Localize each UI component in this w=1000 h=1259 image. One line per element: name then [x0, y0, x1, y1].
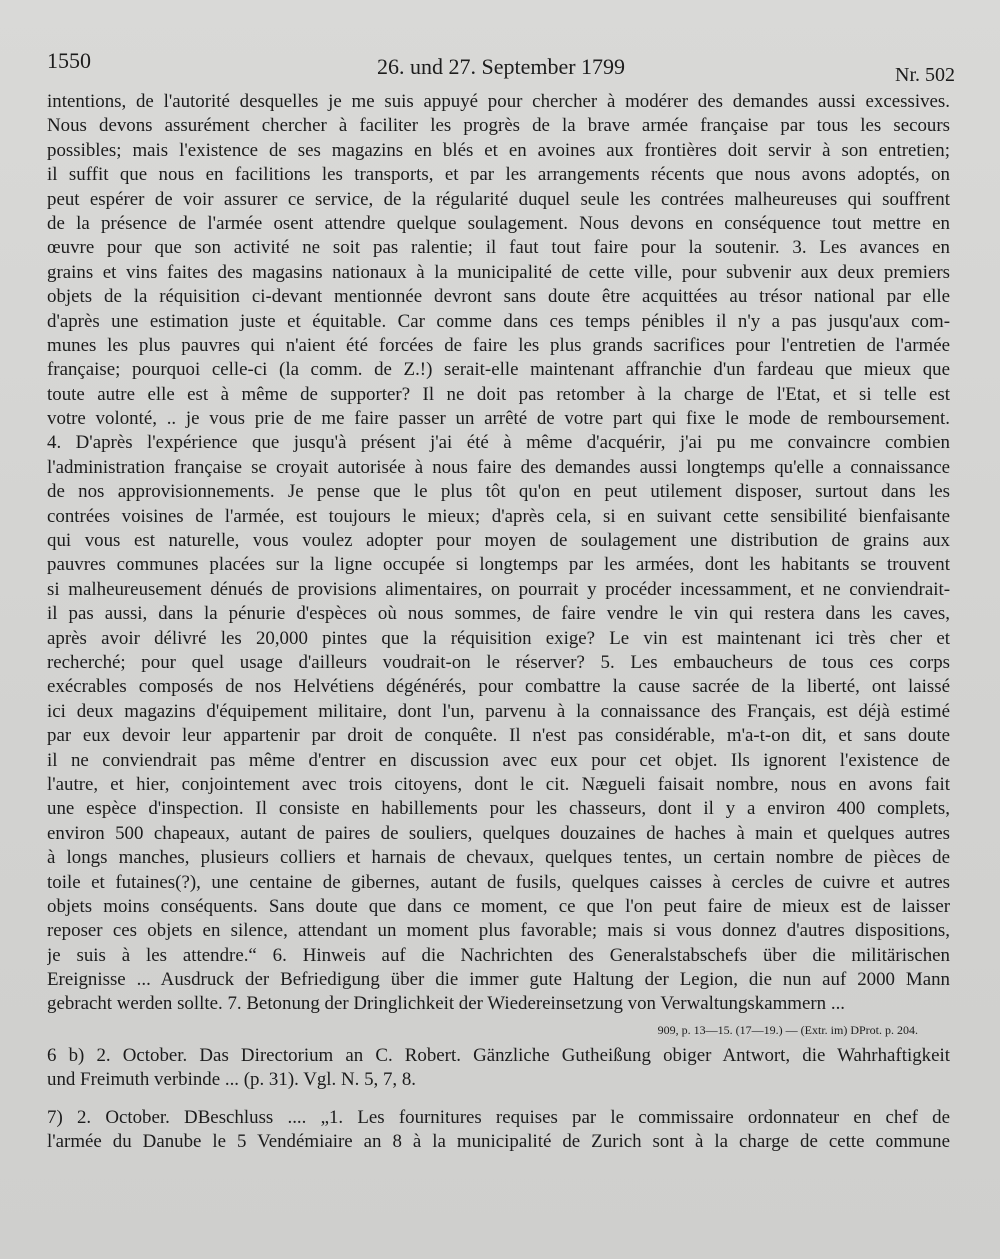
body-line: de nos approvisionnements. Je pense que le plus tôt qu'on en peut utilement disposer, surtout dans les	[47, 481, 950, 503]
body-line: œuvre pour que son activité ne soit pas ralentie; il faut tout faire pour la soutenir. 3. Les avances en	[47, 237, 950, 259]
entry-6b	[47, 1044, 950, 1093]
body-line: peut espérer de voir assurer ce service, de la régularité duquel seule les contrées malheureuses qui souffrent	[47, 188, 950, 210]
entry-7	[47, 1106, 950, 1155]
page-header	[47, 48, 955, 88]
body-line: si malheureusement dénués de provisions alimentaires, on pourrait y procéder incessamment, et ne conviendrait-	[47, 578, 950, 600]
body-line: après avoir délivré les 20,000 pintes que la réquisition exige? Le vin est maintenant ici très cher et	[47, 627, 950, 649]
entry-line: l'armée du Danube le 5 Vendémiaire an 8 à la municipalité de Zurich sont à la charge de cette commune	[47, 1131, 950, 1153]
body-line: il ne conviendrait pas même d'entrer en discussion avec eux pour cet objet. Ils ignorent l'existence de	[47, 749, 950, 771]
running-title-date: 26. und 27. September 1799	[376, 54, 626, 79]
body-line: ici deux magazins d'équipement militaire, dont l'un, parvenu à la connaissance des Français, est déjà estimé	[47, 700, 950, 722]
body-line: à longs manches, plusieurs colliers et harnais de chevaux, quelques tentes, un certain nombre de pièces de	[47, 847, 950, 869]
body-line: Ereignisse ... Ausdruck der Befriedigung über die immer gute Haltung der Legion, die nun auf 2000 Mann	[47, 969, 950, 991]
body-line: objets de la réquisition ci-devant mentionnée devront sans doute être acquittées au trésor national par elle	[47, 286, 950, 308]
body-line: reposer ces objets en silence, attendant un moment plus favorable; mais si vous donnez d'autres dispositions,	[47, 920, 950, 942]
body-line: votre volonté, .. je vous prie de me faire passer un arrêté de votre part qui fixe le mode de remboursement.	[47, 408, 950, 430]
body-line: d'après une estimation juste et équitable. Car comme dans ces temps pénibles il n'y a pas jusqu'aux com-	[47, 310, 950, 332]
entry-line: 7) 2. October. DBeschluss .... „1. Les fournitures requises par le commissaire ordonnateur en chef de	[47, 1107, 950, 1128]
body-line: de la présence de l'armée osent attendre quelque soulagement. Nous devons en conséquence tout mettre en	[47, 212, 950, 234]
body-line: l'autre, et hier, conjointement avec trois citoyens, dont le cit. Nægueli faisait nombre, nous en avons fait	[47, 773, 950, 795]
body-line: par eux devoir leur appartenir par droit de conquête. Il n'est pas considérable, m'a-t-on dit, et sans doute	[47, 725, 950, 747]
body-line: munes les plus pauvres qui n'aient été forcées de faire les plus grands sacrifices pour l'entretien de l'armée	[47, 334, 950, 356]
body-line: qui vous est naturelle, vous voulez adopter pour moyen de soulagement une distribution de grains aux	[47, 530, 950, 552]
body-line: l'administration française se croyait autorisée à nous faire des demandes aussi longtemps qu'elle a connaissance	[47, 456, 950, 478]
body-line: il suffit que nous en facilitions les transports, et par les arrangements récents que nous avons adoptés, on	[47, 164, 950, 186]
body-line: grains et vins faites des magasins nationaux à la municipalité de cette ville, pour subvenir aux deux premiers	[47, 261, 950, 283]
body-line: recherché; pour quel usage d'ailleurs voudrait-on le réserver? 5. Les embaucheurs de tous ces corps	[47, 651, 950, 673]
body-line: gebracht werden sollte. 7. Betonung der Dringlichkeit der Wiedereinsetzung von Verwaltungskammern ...	[47, 993, 846, 1015]
body-line: pauvres communes placées sur la ligne occupée si longtemps par les armées, dont les habitants se trouvent	[47, 554, 950, 576]
body-text	[47, 90, 950, 1017]
body-line: intentions, de l'autorité desquelles je me suis appuyé pour chercher à modérer des demandes aussi excessives.	[47, 91, 950, 112]
body-line: contrées voisines de l'armée, est toujours le mieux; d'après cela, si en suivant cette sensibilité bienfaisante	[47, 505, 950, 527]
body-line: environ 500 chapeaux, autant de paires de souliers, quelques douzaines de haches à main et quelques autres	[47, 822, 950, 844]
body-line: 4. D'après l'expérience que jusqu'à présent j'ai été à même d'acquérir, j'ai pu me convaincre combien	[47, 432, 950, 454]
body-line: Nous devons assurément chercher à faciliter les progrès de la brave armée française par tous les secours	[47, 115, 950, 137]
document-number: Nr. 502	[895, 64, 955, 86]
entry-line: 6 b) 2. October. Das Directorium an C. Robert. Gänzliche Gutheißung obiger Antwort, die Wahrhaftigkeit	[47, 1045, 950, 1066]
body-line: toute autre elle est à même de supporter? Il ne doit pas retomber à la charge de l'Etat, et si telle est	[47, 383, 950, 405]
body-line: une espèce d'inspection. Il consiste en habillements pour les chasseurs, dont il y a environ 400 complets,	[47, 798, 950, 820]
body-line: française; pourquoi celle-ci (la comm. de Z.!) serait-elle maintenant affranchie d'un fardeau que mieux que	[47, 359, 950, 381]
body-line: je suis à les attendre.“ 6. Hinweis auf die Nachrichten des Generalstabschefs über die militärischen	[47, 944, 950, 966]
body-line: il pas aussi, dans la pénurie d'espèces où nous sommes, de faire vendre le vin qui restera dans les caves,	[47, 603, 950, 625]
body-line: objets moins conséquents. Sans doute que dans ce moment, ce que l'on peut faire de mieux est de laisser	[47, 895, 950, 917]
source-citation: 909, p. 13—15. (17—19.) — (Extr. im) DProt. p. 204.	[657, 1023, 918, 1037]
body-line: exécrables composés de nos Helvétiens dégénérés, pour combattre la cause sacrée de la liberté, ont laissé	[47, 676, 950, 698]
body-line: toile et futaines(?), une centaine de gibernes, autant de fusils, quelques caisses à cercles de cuivre et autres	[47, 871, 950, 893]
entry-line: und Freimuth verbinde ... (p. 31). Vgl. N. 5, 7, 8.	[47, 1069, 417, 1091]
body-line: possibles; mais l'existence de ses magazins en blés et en avoines aux frontières doit servir à son entretien;	[47, 139, 950, 161]
page-number: 1550	[47, 48, 91, 73]
